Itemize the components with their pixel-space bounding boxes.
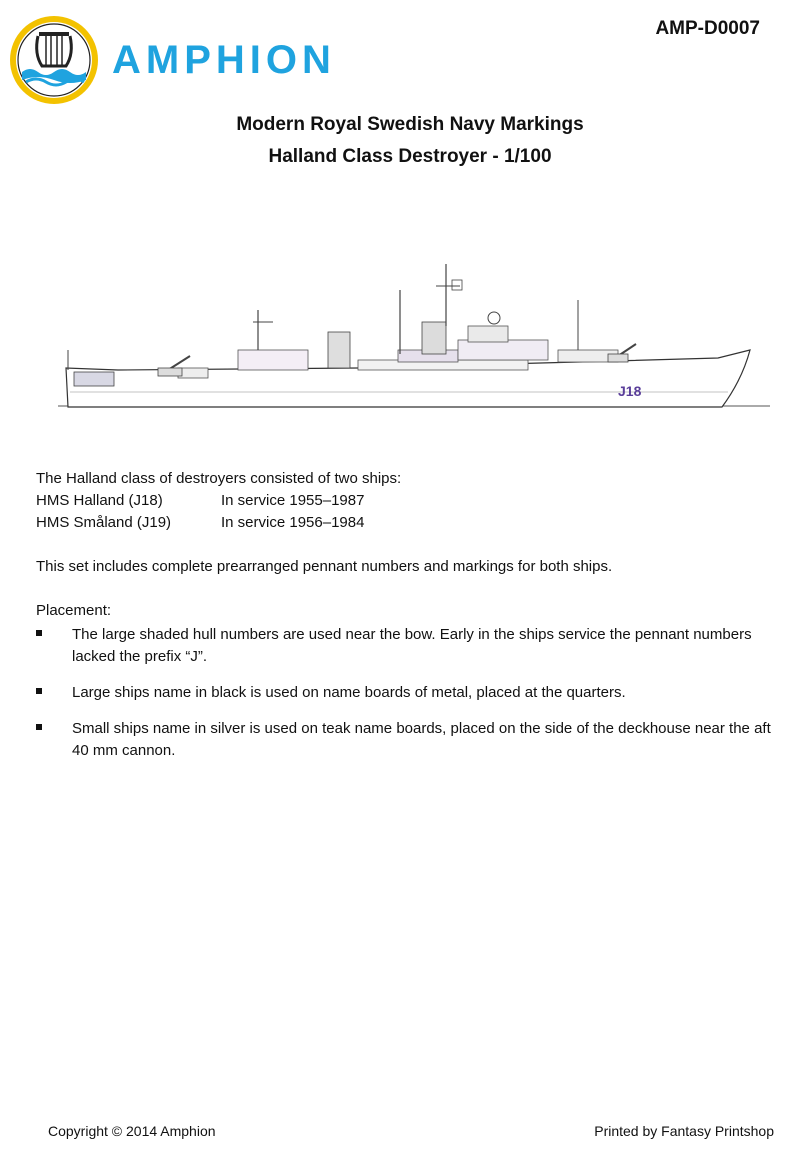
list-item-text: Large ships name in black is used on name boards of metal, placed at the quarters. xyxy=(72,684,626,701)
ship-row xyxy=(36,512,776,534)
placement-heading: Placement: xyxy=(36,602,112,619)
destroyer-profile-icon xyxy=(58,250,770,420)
page-subtitle: Halland Class Destroyer - 1/100 xyxy=(268,146,552,167)
list-item-text: The large shaded hull numbers are used near the bow. Early in the ships service the pennant numbers lacked the prefix “J”. xyxy=(72,626,752,665)
printer-credit: Printed by Fantasy Printshop xyxy=(594,1123,774,1139)
brand-name: AMPHION xyxy=(112,38,336,82)
list-item xyxy=(36,718,776,762)
list-item-text: Small ships name in silver is used on teak name boards, placed on the side of the deckhouse near the aft 40 mm cannon. xyxy=(72,720,771,759)
bullet-icon xyxy=(36,688,42,694)
ship-service: In service 1956–1984 xyxy=(221,514,365,531)
ship-service: In service 1955–1987 xyxy=(221,492,365,509)
copyright: Copyright © 2014 Amphion xyxy=(48,1123,216,1139)
list-item xyxy=(36,624,776,668)
ship-name: HMS Småland (J19) xyxy=(36,514,172,531)
bullet-icon xyxy=(36,630,42,636)
set-note: This set includes complete prearranged pennant numbers and markings for both ships. xyxy=(36,558,613,575)
placement-list xyxy=(36,624,776,762)
description xyxy=(36,468,776,776)
bullet-icon xyxy=(36,724,42,730)
product-code: AMP-D0007 xyxy=(655,18,760,39)
ship-name: HMS Halland (J18) xyxy=(36,492,163,509)
intro-text: The Halland class of destroyers consisted of two ships: xyxy=(36,470,402,487)
hull-number: J18 xyxy=(618,383,642,399)
page-title: Modern Royal Swedish Navy Markings xyxy=(236,114,584,135)
ship-row xyxy=(36,490,776,512)
amphion-logo xyxy=(8,14,100,106)
list-item xyxy=(36,682,776,704)
